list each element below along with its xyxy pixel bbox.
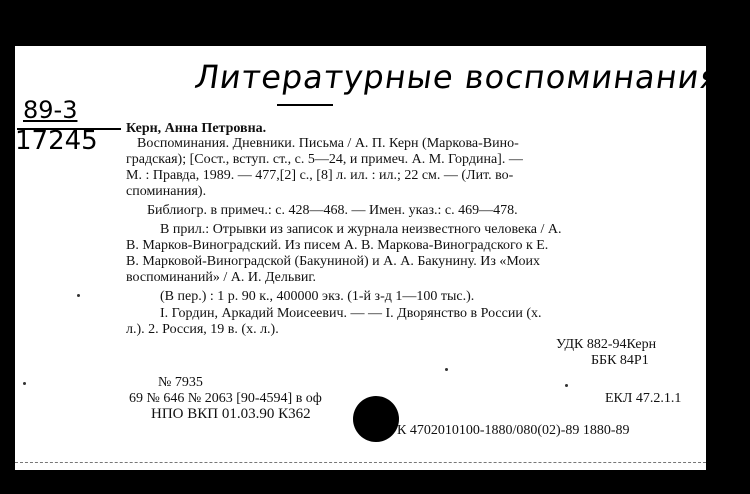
index-code: К 4702010100-1880/080(02)-89 1880-89 <box>397 423 630 438</box>
description-line: М. : Правда, 1989. — 477,[2] с., [8] л. ил. : ил.; 22 см. — (Лит. во- <box>126 168 514 183</box>
udc-code: УДК 882-94Керн <box>556 337 657 352</box>
call-number-bottom: 17245 <box>15 126 98 156</box>
punched-hole <box>353 396 399 442</box>
description-line: градская); [Сост., вступ. ст., с. 5—24, и примеч. А. М. Гордина]. — <box>126 152 523 167</box>
npo-line: НПО ВКП 01.03.90 К362 <box>151 406 311 422</box>
catalog-card <box>15 46 723 470</box>
description-line: споминания). <box>126 184 207 199</box>
subject-line: л.). 2. Россия, 19 в. (х. л.). <box>126 322 279 337</box>
appendix-note: В. Марков-Виноградский. Из писем А. В. Маркова-Виноградского к Е. <box>126 238 549 253</box>
bbk-code: ББК 84Р1 <box>591 353 649 368</box>
bibliography-note: Библиогр. в примеч.: с. 428—468. — Имен. указ.: с. 469—478. <box>147 203 518 218</box>
speck <box>77 294 80 297</box>
order-line: 69 № 646 № 2063 [90-4594] в оф <box>129 391 322 406</box>
appendix-note: В. Марковой-Виноградской (Бакуниной) и А. А. Бакунину. Из «Моих <box>126 254 540 269</box>
speck <box>23 382 26 385</box>
handwritten-title: Литературные воспоминания <box>192 58 723 96</box>
price-line: (В пер.) : 1 р. 90 к., 400000 экз. (1-й з-д 1—100 тыс.). <box>160 289 475 304</box>
call-number-top: 89-3 <box>23 96 78 124</box>
speck <box>565 384 568 387</box>
appendix-note: воспоминаний» / А. И. Дельвиг. <box>126 270 317 285</box>
description-line: Воспоминания. Дневники. Письма / А. П. Керн (Маркова-Вино- <box>137 136 519 151</box>
ekl-code: ЕКЛ 47.2.1.1 <box>605 391 682 406</box>
appendix-note: В прил.: Отрывки из записок и журнала неизвестного человека / А. <box>160 222 562 237</box>
handwritten-underline <box>277 104 333 106</box>
card-bottom-edge <box>15 462 706 463</box>
subject-line: I. Гордин, Аркадий Моисеевич. — — I. Дворянство в России (х. <box>160 306 542 321</box>
speck <box>445 368 448 371</box>
record-number: № 7935 <box>158 375 203 390</box>
author-heading: Керн, Анна Петровна. <box>126 121 267 136</box>
